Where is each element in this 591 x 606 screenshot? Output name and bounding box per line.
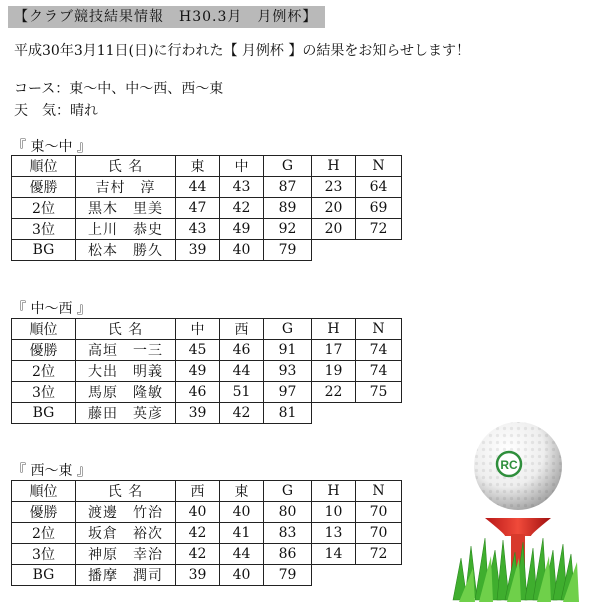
- score-cell: 79: [264, 565, 312, 586]
- score-cell: 39: [176, 240, 220, 261]
- score-cell: 20: [312, 219, 356, 240]
- table-row: [12, 219, 402, 240]
- rank-cell: 優勝: [12, 340, 76, 361]
- player-name-cell: 播摩 潤司: [76, 565, 176, 586]
- score-cell: 89: [264, 198, 312, 219]
- header-cell: N: [356, 319, 402, 340]
- table-header-row: [12, 319, 402, 340]
- score-cell: 72: [356, 219, 402, 240]
- player-name-cell: 大出 明義: [76, 361, 176, 382]
- score-cell: 10: [312, 502, 356, 523]
- player-name-cell: 馬原 隆敏: [76, 382, 176, 403]
- table-row: [12, 502, 402, 523]
- score-cell: 91: [264, 340, 312, 361]
- score-cell: 43: [176, 219, 220, 240]
- rank-cell: 2位: [12, 198, 76, 219]
- score-cell: 87: [264, 177, 312, 198]
- header-cell: 東: [220, 481, 264, 502]
- club-logo-text: RC: [500, 458, 518, 472]
- score-cell: 42: [176, 544, 220, 565]
- page-title: 【クラブ競技結果情報 H30.3月 月例杯】: [8, 6, 325, 28]
- table-row: [12, 361, 402, 382]
- score-cell: 20: [312, 198, 356, 219]
- header-cell: G: [264, 156, 312, 177]
- score-cell: 40: [220, 240, 264, 261]
- score-cell: 13: [312, 523, 356, 544]
- empty-cell: [356, 565, 402, 586]
- rank-cell: BG: [12, 240, 76, 261]
- header-cell: 氏 名: [76, 319, 176, 340]
- section-title-middle-west: 『 中～西 』: [12, 301, 91, 317]
- score-cell: 86: [264, 544, 312, 565]
- score-cell: 44: [176, 177, 220, 198]
- score-cell: 69: [356, 198, 402, 219]
- score-cell: 49: [220, 219, 264, 240]
- score-cell: 39: [176, 565, 220, 586]
- score-cell: 42: [176, 523, 220, 544]
- table-row: [12, 544, 402, 565]
- header-cell: 順位: [12, 319, 76, 340]
- rank-cell: 3位: [12, 219, 76, 240]
- player-name-cell: 上川 恭史: [76, 219, 176, 240]
- table-row: [12, 523, 402, 544]
- score-cell: 40: [176, 502, 220, 523]
- results-table-middle-west: [11, 318, 402, 424]
- player-name-cell: 松本 勝久: [76, 240, 176, 261]
- score-cell: 22: [312, 382, 356, 403]
- header-cell: N: [356, 481, 402, 502]
- golf-ball-on-tee-icon: [445, 418, 591, 604]
- player-name-cell: 渡邊 竹治: [76, 502, 176, 523]
- table-row: [12, 240, 402, 261]
- header-cell: 東: [176, 156, 220, 177]
- empty-cell: [356, 403, 402, 424]
- score-cell: 70: [356, 502, 402, 523]
- header-cell: 順位: [12, 481, 76, 502]
- header-cell: H: [312, 319, 356, 340]
- score-cell: 49: [176, 361, 220, 382]
- score-cell: 46: [176, 382, 220, 403]
- player-name-cell: 吉村 淳: [76, 177, 176, 198]
- table-row: [12, 565, 402, 586]
- score-cell: 41: [220, 523, 264, 544]
- score-cell: 81: [264, 403, 312, 424]
- table-row: [12, 403, 402, 424]
- header-cell: H: [312, 481, 356, 502]
- score-cell: 43: [220, 177, 264, 198]
- player-name-cell: 藤田 英彦: [76, 403, 176, 424]
- table-header-row: [12, 481, 402, 502]
- score-cell: 17: [312, 340, 356, 361]
- score-cell: 45: [176, 340, 220, 361]
- header-cell: 中: [220, 156, 264, 177]
- section-title-west-east: 『 西～東 』: [12, 463, 91, 479]
- header-cell: 西: [220, 319, 264, 340]
- rank-cell: 優勝: [12, 177, 76, 198]
- rank-cell: BG: [12, 565, 76, 586]
- score-cell: 93: [264, 361, 312, 382]
- rank-cell: 優勝: [12, 502, 76, 523]
- score-cell: 72: [356, 544, 402, 565]
- score-cell: 23: [312, 177, 356, 198]
- score-cell: 39: [176, 403, 220, 424]
- player-name-cell: 坂倉 裕次: [76, 523, 176, 544]
- player-name-cell: 神原 幸治: [76, 544, 176, 565]
- score-cell: 46: [220, 340, 264, 361]
- rank-cell: 3位: [12, 544, 76, 565]
- rank-cell: 3位: [12, 382, 76, 403]
- empty-cell: [312, 240, 356, 261]
- score-cell: 74: [356, 361, 402, 382]
- score-cell: 83: [264, 523, 312, 544]
- score-cell: 44: [220, 361, 264, 382]
- empty-cell: [312, 403, 356, 424]
- results-table-west-east: [11, 480, 402, 586]
- score-cell: 51: [220, 382, 264, 403]
- intro-text: 平成30年3月11日(日)に行われた【 月例杯 】の結果をお知らせします！: [14, 43, 470, 59]
- table-header-row: [12, 156, 402, 177]
- section-title-east-middle: 『 東～中 』: [12, 139, 91, 155]
- weather-info: 天 気：晴れ: [14, 103, 98, 119]
- rank-cell: 2位: [12, 361, 76, 382]
- results-table-east-middle: [11, 155, 402, 261]
- score-cell: 40: [220, 565, 264, 586]
- score-cell: 74: [356, 340, 402, 361]
- player-name-cell: 黒木 里美: [76, 198, 176, 219]
- header-cell: N: [356, 156, 402, 177]
- score-cell: 19: [312, 361, 356, 382]
- header-cell: 順位: [12, 156, 76, 177]
- empty-cell: [312, 565, 356, 586]
- score-cell: 64: [356, 177, 402, 198]
- header-cell: G: [264, 319, 312, 340]
- score-cell: 47: [176, 198, 220, 219]
- score-cell: 70: [356, 523, 402, 544]
- score-cell: 79: [264, 240, 312, 261]
- score-cell: 92: [264, 219, 312, 240]
- table-row: [12, 340, 402, 361]
- header-cell: 氏 名: [76, 481, 176, 502]
- table-row: [12, 177, 402, 198]
- score-cell: 40: [220, 502, 264, 523]
- course-info: コース：東～中、中～西、西～東: [14, 81, 224, 97]
- table-row: [12, 382, 402, 403]
- rank-cell: 2位: [12, 523, 76, 544]
- score-cell: 42: [220, 198, 264, 219]
- rank-cell: BG: [12, 403, 76, 424]
- score-cell: 97: [264, 382, 312, 403]
- score-cell: 42: [220, 403, 264, 424]
- empty-cell: [356, 240, 402, 261]
- score-cell: 75: [356, 382, 402, 403]
- header-cell: 氏 名: [76, 156, 176, 177]
- header-cell: 西: [176, 481, 220, 502]
- table-row: [12, 198, 402, 219]
- score-cell: 44: [220, 544, 264, 565]
- header-cell: 中: [176, 319, 220, 340]
- score-cell: 14: [312, 544, 356, 565]
- player-name-cell: 高垣 一三: [76, 340, 176, 361]
- score-cell: 80: [264, 502, 312, 523]
- header-cell: G: [264, 481, 312, 502]
- header-cell: H: [312, 156, 356, 177]
